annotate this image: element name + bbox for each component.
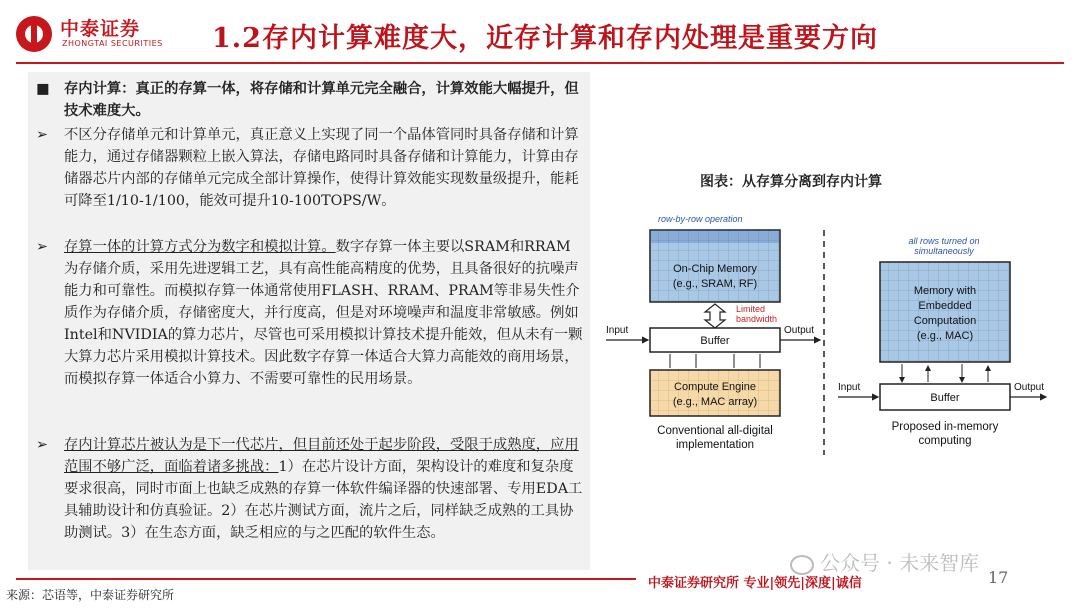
right-buffer-block (880, 384, 1010, 410)
paragraph-1-text: 存内计算：真正的存算一体，将存储和计算单元完全融合，计算效能大幅提升，但技术难度大。 (64, 81, 579, 119)
proposed-label-2: computing (918, 435, 972, 447)
imc-label-4: (e.g., MAC) (916, 330, 974, 342)
source-note: 来源：芯语等，中泰证券研究所 (6, 588, 175, 602)
logo-mark-icon (16, 16, 52, 52)
footer-org: 中泰证券研究所 专业|领先|深度|诚信 (648, 576, 862, 591)
header-divider (16, 62, 1064, 64)
logo-text-cn: 中泰证券 (60, 18, 141, 40)
limited-bandwidth-arrow-icon (705, 304, 725, 328)
imc-label-2: Embedded (918, 300, 972, 312)
left-buffer-label: Buffer (700, 335, 730, 347)
paragraph-1 (36, 78, 584, 122)
paragraph-4-text (64, 434, 584, 544)
memory-label-2: (e.g., SRAM, RF) (672, 278, 758, 290)
limited-label-2: bandwidth (736, 314, 778, 324)
right-output-label: Output (1014, 382, 1045, 393)
right-input-label: Input (838, 382, 861, 393)
all-rows-label-2: simultaneously (914, 246, 974, 256)
buffer-engine-connectors (670, 354, 760, 368)
memory-with-computation-block (880, 262, 1010, 362)
paragraph-3-underlined: 存算一体的计算方式分为数字和模拟计算。 (64, 239, 336, 255)
arrow-bullet-icon: ➢ (36, 127, 48, 143)
slide-title: 1.2存内计算难度大，近存计算和存内处理是重要方向 (212, 23, 878, 54)
square-bullet-icon: ■ (36, 81, 50, 97)
watermark-text: 公众号 · 未来智库 (820, 551, 980, 575)
arrow-bullet-icon: ➢ (36, 437, 48, 453)
imc-label-3: Computation (913, 315, 977, 327)
limited-label-1: Limited (736, 304, 766, 314)
paragraph-3-text (64, 236, 584, 390)
paragraph-4-rest: 1）在芯片设计方面，架构设计的难度和复杂度要求很高，同时市面上也缺乏成熟的存算一体软件编译器的快速部署、专用EDA工具辅助设计和仿真验证。2）在芯片测试方面，流片之后，同样缺乏成熟的工具协助测试。3）在生态方面，缺乏相应的与之匹配的软件生态。 (64, 459, 583, 541)
footer-divider (16, 578, 636, 580)
left-buffer-block (650, 328, 780, 352)
paragraph-3-rest: 数字存算一体主要以SRAM和RRAM为存储介质，采用先进逻辑工艺，具有高性能高精度的优势，且具备很好的抗噪声能力和可靠性。而模拟存算一体通常使用FLASH、RRAM、PRAM等非易失性介质作为存储介质，存储密度大，并行度高，但是对环境噪声和温度非常敏感。例如Intel和NVIDIA的算力芯片，尽管也可采用模拟计算技术提升能效，但从未有一颗大算力芯片采用模拟计算技术。因此数字存算一体适合大算力高能效的商用场景，而模拟存算一体适合小算力、不需要可靠性的民用场景。 (64, 239, 583, 387)
engine-label-1: Compute Engine (674, 381, 756, 393)
imc-label-1: Memory with (913, 285, 977, 297)
logo-text-en: ZHONGTAI SECURITIES (62, 39, 163, 48)
engine-label-2: (e.g., MAC array) (672, 396, 758, 408)
paragraph-4-underlined: 存内计算芯片被认为是下一代芯片，但目前还处于起步阶段，受限于成熟度，应用范围不够广泛，面临着诸多挑战： (64, 437, 579, 475)
left-input-label: Input (606, 325, 629, 336)
left-output-label: Output (784, 325, 815, 336)
conventional-label-2: implementation (676, 439, 754, 451)
paragraph-2-text: 不区分存储单元和计算单元，真正意义上实现了同一个晶体管同时具备存储和计算能力，通过存储器颗粒上嵌入算法，存储电路同时具备存储和计算能力，计算由存储器芯片内部的存储单元完成全部计算操作，使得计算效能实现数量级提升，能耗可降至1/10-1/100，能效可提升10-100TOPS/W。 (64, 127, 579, 209)
imc-buffer-connectors (902, 364, 988, 382)
paragraph-3 (36, 236, 584, 390)
arrow-bullet-icon: ➢ (36, 239, 48, 255)
all-rows-label-1: all rows turned on (908, 236, 980, 246)
paragraph-4 (36, 434, 584, 544)
proposed-label-1: Proposed in-memory (891, 421, 999, 433)
text-panel (28, 72, 590, 570)
on-chip-memory-block (650, 230, 780, 302)
right-buffer-label: Buffer (930, 392, 960, 404)
figure-caption: 图表：从存算分离到存内计算 (700, 174, 882, 190)
paragraph-2 (36, 124, 584, 212)
page-number: 17 (988, 568, 1009, 587)
company-logo (16, 14, 186, 56)
row-by-row-label: row-by-row operation (658, 214, 743, 224)
compute-engine-block (650, 370, 780, 416)
conventional-label-1: Conventional all-digital (657, 425, 773, 437)
memory-label-1: On-Chip Memory (673, 263, 757, 275)
architecture-diagram (598, 200, 1048, 475)
